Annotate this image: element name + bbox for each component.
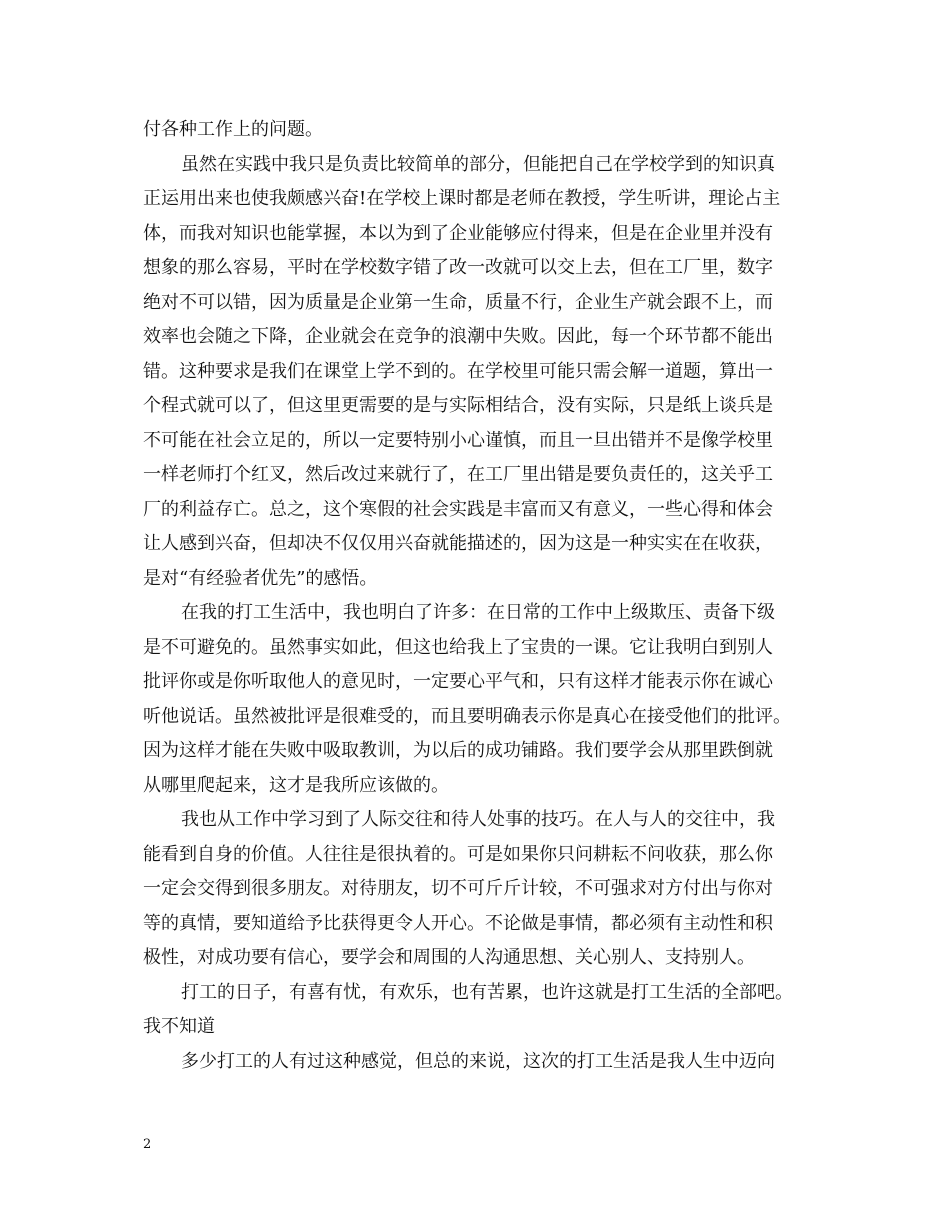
text-line: 我也从工作中学习到了人际交往和待人处事的技巧。在人与人的交往中，我 bbox=[181, 809, 775, 830]
text-line: 正运用出来也使我颇感兴奋!在学校上课时都是老师在教授，学生听讲，理论占主 bbox=[143, 188, 781, 209]
text-line: 多少打工的人有过这种感觉，但总的来说，这次的打工生活是我人生中迈向 bbox=[181, 1050, 775, 1072]
body-text bbox=[143, 113, 819, 1079]
text-line: 是对“有经验者优先”的感悟。 bbox=[143, 567, 378, 589]
text-line: 体，而我对知识也能掌握，本以为到了企业能够应付得来，但是在企业里并没有 bbox=[143, 222, 773, 244]
text-line: 错。这种要求是我们在课堂上学不到的。在学校里可能只需会解一道题，算出一 bbox=[143, 360, 773, 382]
text-line: 一样老师打个红叉，然后改过来就行了，在工厂里出错是要负责任的，这关乎工 bbox=[143, 464, 773, 485]
text-line: 打工的日子，有喜有忧，有欢乐，也有苦累，也许这就是打工生活的全部吧。 bbox=[181, 981, 793, 1003]
text-line: 批评你或是你听取他人的意见时，一定要心平气和，只有这样才能表示你在诚心 bbox=[143, 671, 773, 692]
text-line: 绝对不可以错，因为质量是企业第一生命，质量不行，企业生产就会跟不上，而 bbox=[143, 291, 773, 313]
text-line: 一定会交得到很多朋友。对待朋友，切不可斤斤计较，不可强求对方付出与你对 bbox=[143, 878, 773, 899]
text-line: 虽然在实践中我只是负责比较简单的部分，但能把自己在学校学到的知识真 bbox=[181, 153, 775, 175]
text-line: 付各种工作上的问题。 bbox=[143, 119, 323, 140]
text-line: 想象的那么容易，平时在学校数字错了改一改就可以交上去，但在工厂里，数字 bbox=[143, 257, 773, 278]
text-line: 等的真情，要知道给予比获得更令人开心。不论做是事情，都必须有主动性和积 bbox=[143, 912, 773, 934]
text-line: 效率也会随之下降，企业就会在竞争的浪潮中失败。因此，每一个环节都不能出 bbox=[143, 326, 773, 347]
text-line: 不可能在社会立足的，所以一定要特别小心谨慎，而且一旦出错并不是像学校里 bbox=[143, 429, 773, 451]
page-number: 2 bbox=[143, 1137, 152, 1152]
text-line: 听他说话。虽然被批评是很难受的，而且要明确表示你是真心在接受他们的批评。 bbox=[143, 705, 791, 727]
text-line: 个程式就可以了，但这里更需要的是与实际相结合，没有实际，只是纸上谈兵是 bbox=[143, 395, 773, 416]
text-line: 我不知道 bbox=[143, 1016, 215, 1037]
text-line: 因为这样才能在失败中吸取教训，为以后的成功铺路。我们要学会从那里跌倒就 bbox=[143, 740, 773, 761]
text-line: 是不可避免的。虽然事实如此，但这也给我上了宝贵的一课。它让我明白到别人 bbox=[143, 636, 773, 658]
text-line: 让人感到兴奋，但却决不仅仅用兴奋就能描述的，因为这是一种实实在在收获， bbox=[143, 533, 773, 554]
text-line: 在我的打工生活中，我也明白了许多：在日常的工作中上级欺压、责备下级 bbox=[181, 602, 775, 623]
text-line: 厂的利益存亡。总之，这个寒假的社会实践是丰富而又有意义，一些心得和体会 bbox=[143, 498, 773, 520]
text-line: 能看到自身的价值。人往往是很执着的。可是如果你只问耕耘不问收获，那么你 bbox=[143, 843, 773, 865]
text-line: 极性，对成功要有信心，要学会和周围的人沟通思想、关心别人、支持别人。 bbox=[143, 947, 755, 968]
text-line: 从哪里爬起来，这才是我所应该做的。 bbox=[143, 774, 449, 796]
